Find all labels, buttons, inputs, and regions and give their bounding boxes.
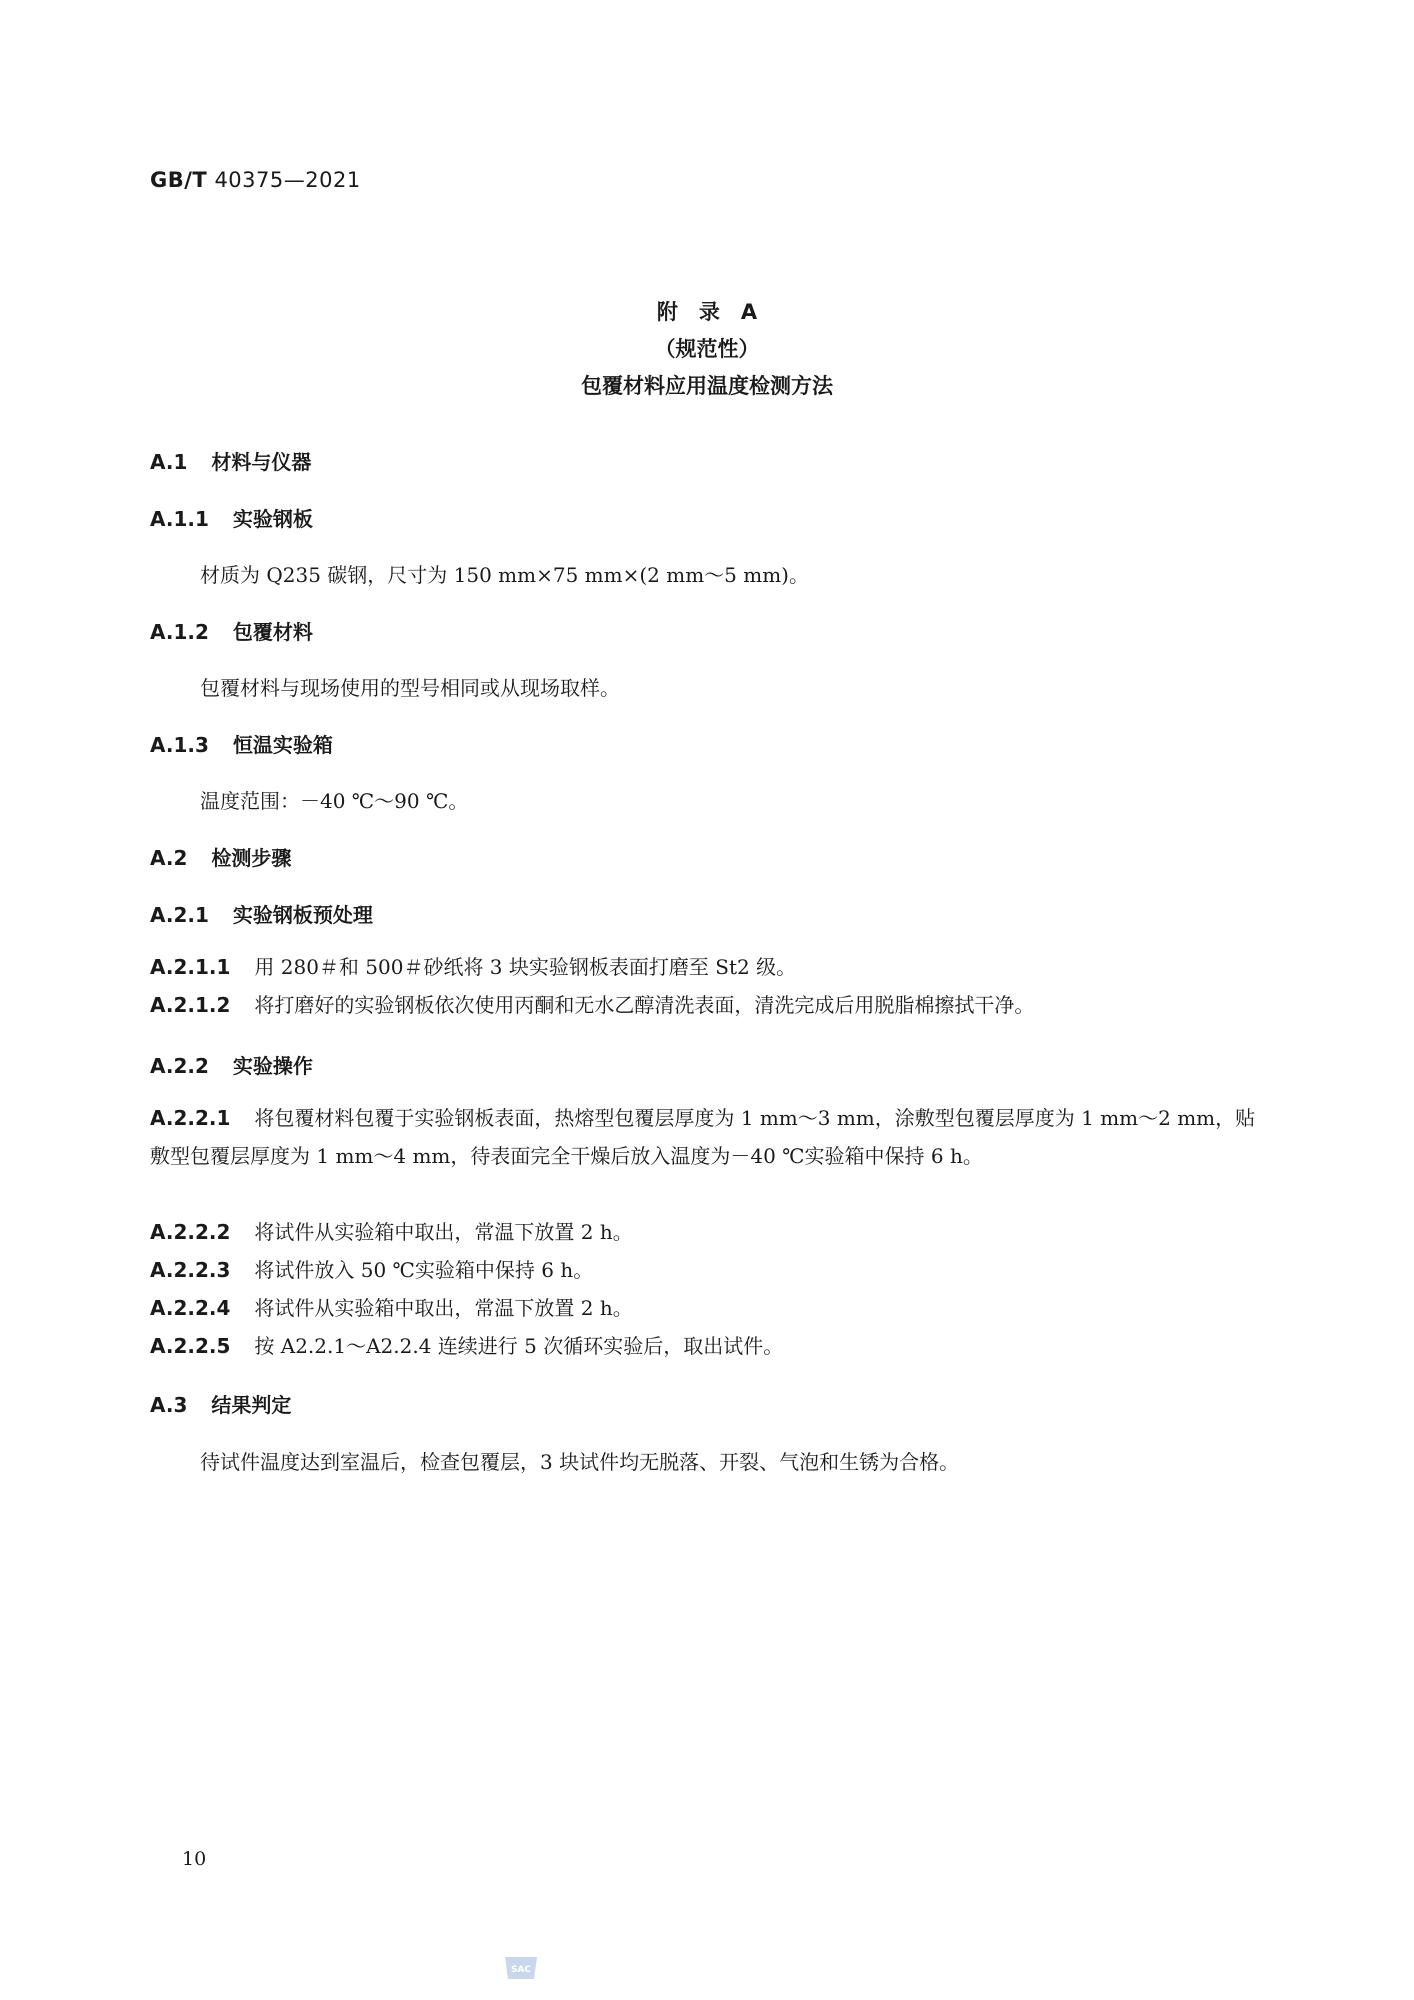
section-a1-2-text: 包覆材料与现场使用的型号相同或从现场取样。 xyxy=(200,676,620,700)
section-a1-1-heading xyxy=(150,503,313,532)
section-title: 实验钢板预处理 xyxy=(232,903,373,927)
step-text: 将打磨好的实验钢板依次使用丙酮和无水乙醇清洗表面，清洗完成后用脱脂棉擦拭干净。 xyxy=(254,993,1035,1017)
step-number: A.2.2.4 xyxy=(150,1296,231,1320)
step-number: A.2.2.1 xyxy=(150,1106,231,1130)
section-a2-2-heading xyxy=(150,1050,313,1079)
section-number: A.1.2 xyxy=(150,620,209,644)
section-number: A.2.1 xyxy=(150,903,209,927)
step-number: A.2.1.1 xyxy=(150,955,231,979)
page-number: 10 xyxy=(182,1848,207,1870)
step-text: 按 A2.2.1～A2.2.4 连续进行 5 次循环实验后，取出试件。 xyxy=(254,1334,784,1358)
step-a2-2-3 xyxy=(150,1251,1260,1289)
section-a1-2-heading xyxy=(150,616,313,645)
section-number: A.1.3 xyxy=(150,733,209,757)
sac-logo-icon xyxy=(502,1953,540,1983)
sac-logo-text: SAC xyxy=(510,1965,532,1975)
section-number: A.1 xyxy=(150,450,188,474)
section-a1-3-text: 温度范围：－40 ℃～90 ℃。 xyxy=(200,789,469,813)
section-title: 包覆材料 xyxy=(232,620,313,644)
section-a1-heading xyxy=(150,446,311,475)
annex-title: 包覆材料应用温度检测方法 xyxy=(581,374,833,398)
step-number: A.2.2.5 xyxy=(150,1334,231,1358)
step-number: A.2.2.3 xyxy=(150,1258,231,1282)
standard-number: 40375—2021 xyxy=(214,168,361,192)
annex-type: （规范性） xyxy=(654,337,760,361)
section-a3-text: 待试件温度达到室温后，检查包覆层，3 块试件均无脱落、开裂、气泡和生锈为合格。 xyxy=(200,1450,960,1474)
step-number: A.2.1.2 xyxy=(150,993,231,1017)
step-text: 将试件从实验箱中取出，常温下放置 2 h。 xyxy=(254,1220,633,1244)
section-title: 材料与仪器 xyxy=(211,450,312,474)
section-a2-1-heading xyxy=(150,899,373,928)
section-a1-1-text: 材质为 Q235 碳钢，尺寸为 150 mm×75 mm×(2 mm～5 mm)。 xyxy=(200,563,809,587)
step-text: 用 280＃和 500＃砂纸将 3 块实验钢板表面打磨至 St2 级。 xyxy=(254,955,797,979)
standard-prefix: GB/T xyxy=(150,168,208,192)
step-text: 将包覆材料包覆于实验钢板表面，热熔型包覆层厚度为 1 mm～3 mm，涂敷型包覆层厚度为 1 mm～2 mm，贴敷型包覆层厚度为 1 mm～4 mm，待表面完全干燥后放入温度为－40 ℃实验箱中保持 6 h。 xyxy=(150,1106,1256,1168)
standard-code xyxy=(150,168,361,192)
step-a2-1-2 xyxy=(150,986,1260,1024)
step-a2-2-4 xyxy=(150,1289,1260,1327)
step-a2-1-1 xyxy=(150,948,1260,986)
step-a2-2-1 xyxy=(150,1099,1260,1175)
step-text: 将试件放入 50 ℃实验箱中保持 6 h。 xyxy=(254,1258,594,1282)
section-title: 恒温实验箱 xyxy=(232,733,333,757)
section-number: A.2.2 xyxy=(150,1054,209,1078)
section-number: A.3 xyxy=(150,1393,188,1417)
step-a2-2-5 xyxy=(150,1327,1260,1365)
section-a3-heading xyxy=(150,1389,291,1418)
step-a2-2-2 xyxy=(150,1213,1260,1251)
section-title: 结果判定 xyxy=(211,1393,292,1417)
section-a2-heading xyxy=(150,842,291,871)
step-number: A.2.2.2 xyxy=(150,1220,231,1244)
section-title: 检测步骤 xyxy=(211,846,292,870)
section-number: A.1.1 xyxy=(150,507,209,531)
section-title: 实验钢板 xyxy=(232,507,313,531)
section-number: A.2 xyxy=(150,846,188,870)
section-a1-3-heading xyxy=(150,729,333,758)
step-text: 将试件从实验箱中取出，常温下放置 2 h。 xyxy=(254,1296,633,1320)
annex-label: 附 录 A xyxy=(656,300,758,324)
section-title: 实验操作 xyxy=(232,1054,313,1078)
